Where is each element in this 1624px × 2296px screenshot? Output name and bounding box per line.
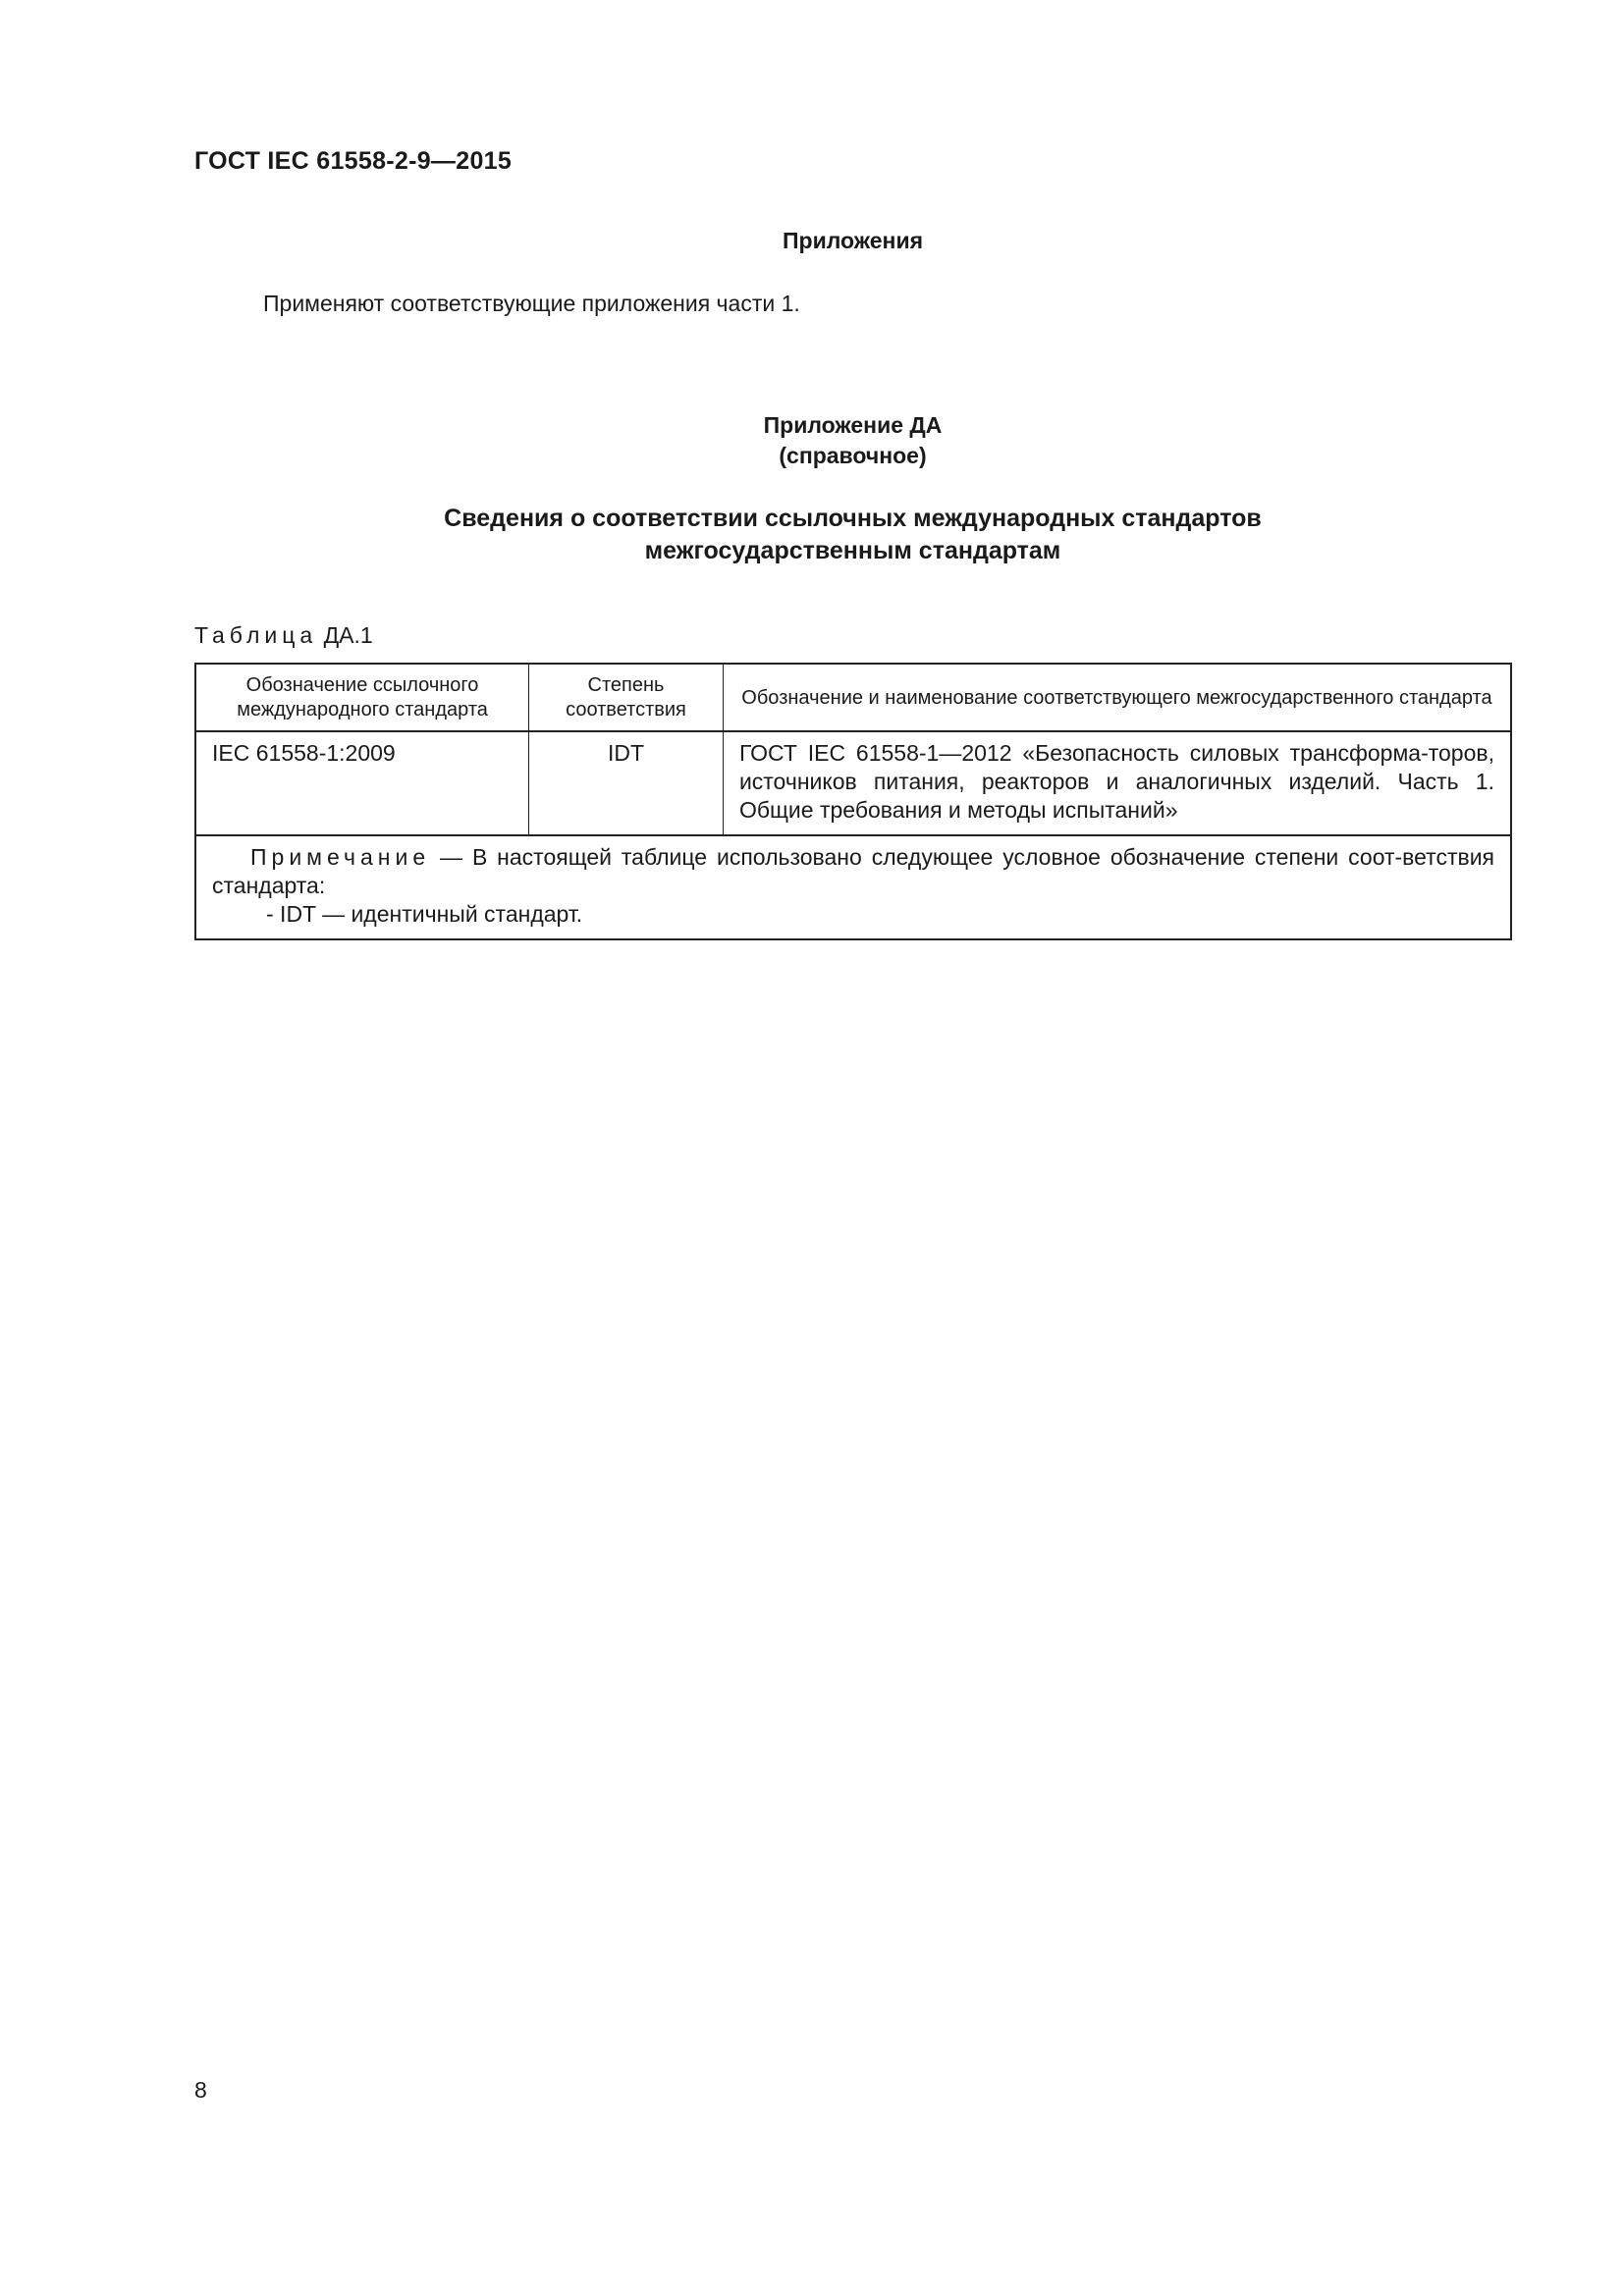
table-note-row [195, 835, 1511, 939]
note-paragraph [212, 843, 1494, 900]
note-text: — В настоящей таблице использовано следующее условное обозначение степени соот-ветствия стандарта: [212, 844, 1494, 898]
document-code: ГОСТ IEC 61558-2-9—2015 [194, 147, 513, 175]
cell-international-standard: IEC 61558-1:2009 [195, 731, 529, 835]
header-degree-of-conformity: Степень соответствия [529, 664, 724, 731]
annexes-title: Приложения [782, 228, 924, 253]
header-international-standard: Обозначение ссылочного международного стандарта [195, 664, 529, 731]
note-label: Примечание [250, 844, 431, 870]
table-caption [194, 622, 373, 649]
table-caption-label: Таблица [194, 622, 318, 648]
table-row [195, 731, 1511, 835]
appendix-heading-line2: межгосударственным стандартам [644, 537, 1061, 564]
annexes-text: Применяют соответствующие приложения части 1. [263, 291, 800, 316]
appendix-heading-line1: Сведения о соответствии ссылочных международных стандартов [444, 505, 1262, 532]
conformity-table [194, 663, 1512, 940]
appendix-status: (справочное) [779, 443, 927, 468]
cell-interstate-standard: ГОСТ IEC 61558-1—2012 «Безопасность силовых трансформа-торов, источников питания, реакторов и аналогичных изделий. Часть 1. Общие требования и методы испытаний» [723, 731, 1511, 835]
appendix-title: Приложение ДА [763, 412, 943, 438]
cell-degree: IDT [529, 731, 724, 835]
page-number: 8 [194, 2077, 207, 2103]
header-interstate-standard: Обозначение и наименование соответствующего межгосударственного стандарта [723, 664, 1511, 731]
table-caption-number: ДА.1 [323, 622, 373, 648]
table-note [195, 835, 1511, 939]
appendix-heading [0, 503, 1624, 567]
note-item: - IDT — идентичный стандарт. [266, 901, 583, 927]
table-header-row [195, 664, 1511, 731]
appendix-title-block [0, 410, 1624, 471]
